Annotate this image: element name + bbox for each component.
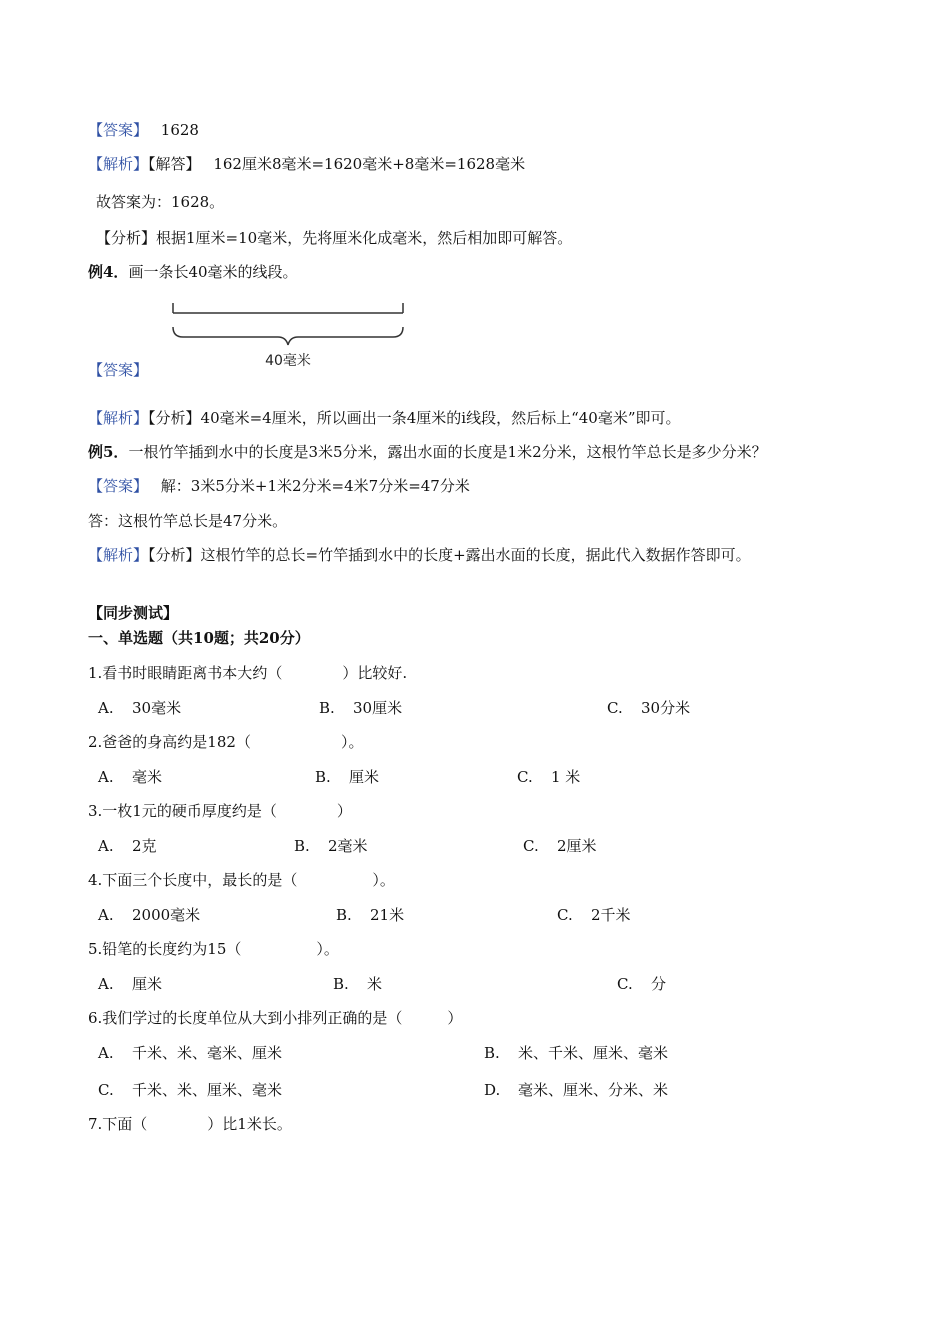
answer-tag: 【答案】	[88, 477, 149, 495]
question-3-option-a[interactable]	[98, 836, 157, 856]
option-letter: C.	[517, 768, 533, 786]
option-letter: B.	[294, 837, 310, 855]
option-text: 厘米	[349, 768, 380, 786]
fenxi-tag: 【分析】	[148, 546, 201, 564]
fenxi-tag: 【分析】	[96, 229, 157, 247]
option-letter: C.	[557, 906, 573, 924]
segment-diagram	[160, 297, 420, 377]
option-letter: A.	[98, 906, 114, 924]
question-2-option-b[interactable]	[315, 767, 379, 787]
option-letter: C.	[98, 1081, 114, 1099]
option-letter: B.	[484, 1044, 500, 1062]
question-3-stem: 3.一枚1元的硬币厚度约是（ ）	[88, 802, 352, 820]
option-letter: A.	[98, 699, 114, 717]
option-letter: C.	[523, 837, 539, 855]
example5-jiexi	[88, 545, 751, 565]
option-text: 30分米	[641, 699, 691, 717]
option-letter: D.	[484, 1081, 501, 1099]
section-title: 【同步测试】	[88, 604, 179, 622]
example4-jiexi	[88, 408, 681, 428]
option-letter: A.	[98, 1044, 114, 1062]
question-5-option-c[interactable]	[617, 974, 666, 994]
example4-answer-tag: 【答案】	[88, 361, 149, 379]
jiexi-tag: 【解析】	[88, 546, 149, 564]
option-letter: B.	[315, 768, 331, 786]
jiexi-tag: 【解析】	[88, 409, 149, 427]
question-7-stem: 7.下面（ ）比1米长。	[88, 1115, 292, 1133]
example5-label: 例5．	[88, 443, 129, 461]
answer-value: 1628	[160, 121, 199, 139]
question-6-option-b[interactable]	[484, 1043, 668, 1063]
option-text: 30毫米	[132, 699, 182, 717]
question-1-option-c[interactable]	[607, 698, 690, 718]
question-4-stem: 4.下面三个长度中，最长的是（ ）。	[88, 871, 395, 889]
example5-analysis-text: 这根竹竿的总长=竹竿插到水中的长度+露出水面的长度，据此代入数据作答即可。	[200, 546, 751, 564]
option-text: 21米	[370, 906, 405, 924]
example4-label: 例4．	[88, 263, 129, 281]
option-text: 2克	[132, 837, 157, 855]
question-3-option-c[interactable]	[523, 836, 597, 856]
question-4-option-c[interactable]	[557, 905, 631, 925]
example4-jiexi-text: 40毫米=4厘米，所以画出一条4厘米的ⅰ线段，然后标上“40毫米”即可。	[200, 409, 681, 427]
option-text: 毫米	[132, 768, 163, 786]
question-2-option-c[interactable]	[517, 767, 580, 787]
example5-answer-text: 解：3米5分米+1米2分米=4米7分米=47分米	[160, 477, 470, 495]
question-3-option-b[interactable]	[294, 836, 368, 856]
option-letter: C.	[607, 699, 623, 717]
question-6-option-c[interactable]	[98, 1080, 282, 1100]
question-1-option-b[interactable]	[319, 698, 402, 718]
example5-answer	[88, 476, 470, 496]
option-text: 2千米	[591, 906, 631, 924]
option-letter: A.	[98, 975, 114, 993]
example4-figure	[160, 297, 420, 377]
jiexi-line-1	[88, 154, 525, 174]
option-text: 千米、米、毫米、厘米	[132, 1044, 283, 1062]
answer-line-1	[88, 120, 199, 140]
option-text: 分	[651, 975, 667, 993]
option-text: 2厘米	[557, 837, 597, 855]
option-text: 千米、米、厘米、毫米	[132, 1081, 283, 1099]
option-text: 30厘米	[353, 699, 403, 717]
fenxi-tag: 【分析】	[148, 409, 201, 427]
option-text: 1 米	[551, 768, 581, 786]
question-4-option-a[interactable]	[98, 905, 200, 925]
brace	[173, 327, 403, 345]
example5-text: 一根竹竿插到水中的长度是3米5分米，露出水面的长度是1米2分米，这根竹竿总长是多少分米？	[128, 443, 767, 461]
question-5-option-b[interactable]	[333, 974, 382, 994]
question-1-stem: 1.看书时眼睛距离书本大约（ ）比较好.	[88, 664, 408, 682]
option-letter: A.	[98, 768, 114, 786]
example5-question	[88, 442, 767, 462]
answer-tag: 【答案】	[88, 121, 149, 139]
option-text: 厘米	[132, 975, 163, 993]
option-text: 毫米、厘米、分米、米	[518, 1081, 669, 1099]
question-5-stem: 5.铅笔的长度约为15（ ）。	[88, 940, 339, 958]
question-6-stem: 6.我们学过的长度单位从大到小排列正确的是（ ）	[88, 1009, 463, 1027]
question-6-option-d[interactable]	[484, 1080, 668, 1100]
question-6-option-a[interactable]	[98, 1043, 282, 1063]
question-1-option-a[interactable]	[98, 698, 181, 718]
option-letter: B.	[336, 906, 352, 924]
section-subtitle: 一、单选题（共10题；共20分）	[88, 629, 310, 647]
option-letter: C.	[617, 975, 633, 993]
question-2-stem: 2.爸爸的身高约是182（ ）。	[88, 733, 364, 751]
option-letter: B.	[333, 975, 349, 993]
analysis-line-1	[96, 228, 572, 248]
option-letter: B.	[319, 699, 335, 717]
example4-text: 画一条长40毫米的线段。	[128, 263, 298, 281]
jieda-tag: 【解答】	[148, 155, 201, 173]
segment-label: 40毫米	[265, 353, 311, 369]
jiexi-tag: 【解析】	[88, 155, 149, 173]
question-2-option-a[interactable]	[98, 767, 162, 787]
example5-reply: 答：这根竹竿总长是47分米。	[88, 512, 288, 530]
example4-question	[88, 262, 298, 282]
option-text: 2000毫米	[132, 906, 201, 924]
question-4-option-b[interactable]	[336, 905, 404, 925]
option-text: 米	[367, 975, 383, 993]
jiexi-text: 162厘米8毫米=1620毫米+8毫米=1628毫米	[213, 155, 526, 173]
option-letter: A.	[98, 837, 114, 855]
option-text: 2毫米	[328, 837, 368, 855]
analysis-text: 根据1厘米=10毫米，先将厘米化成毫米，然后相加即可解答。	[156, 229, 573, 247]
question-5-option-a[interactable]	[98, 974, 162, 994]
conclusion-line-1: 故答案为：1628。	[96, 193, 225, 211]
option-text: 米、千米、厘米、毫米	[518, 1044, 669, 1062]
